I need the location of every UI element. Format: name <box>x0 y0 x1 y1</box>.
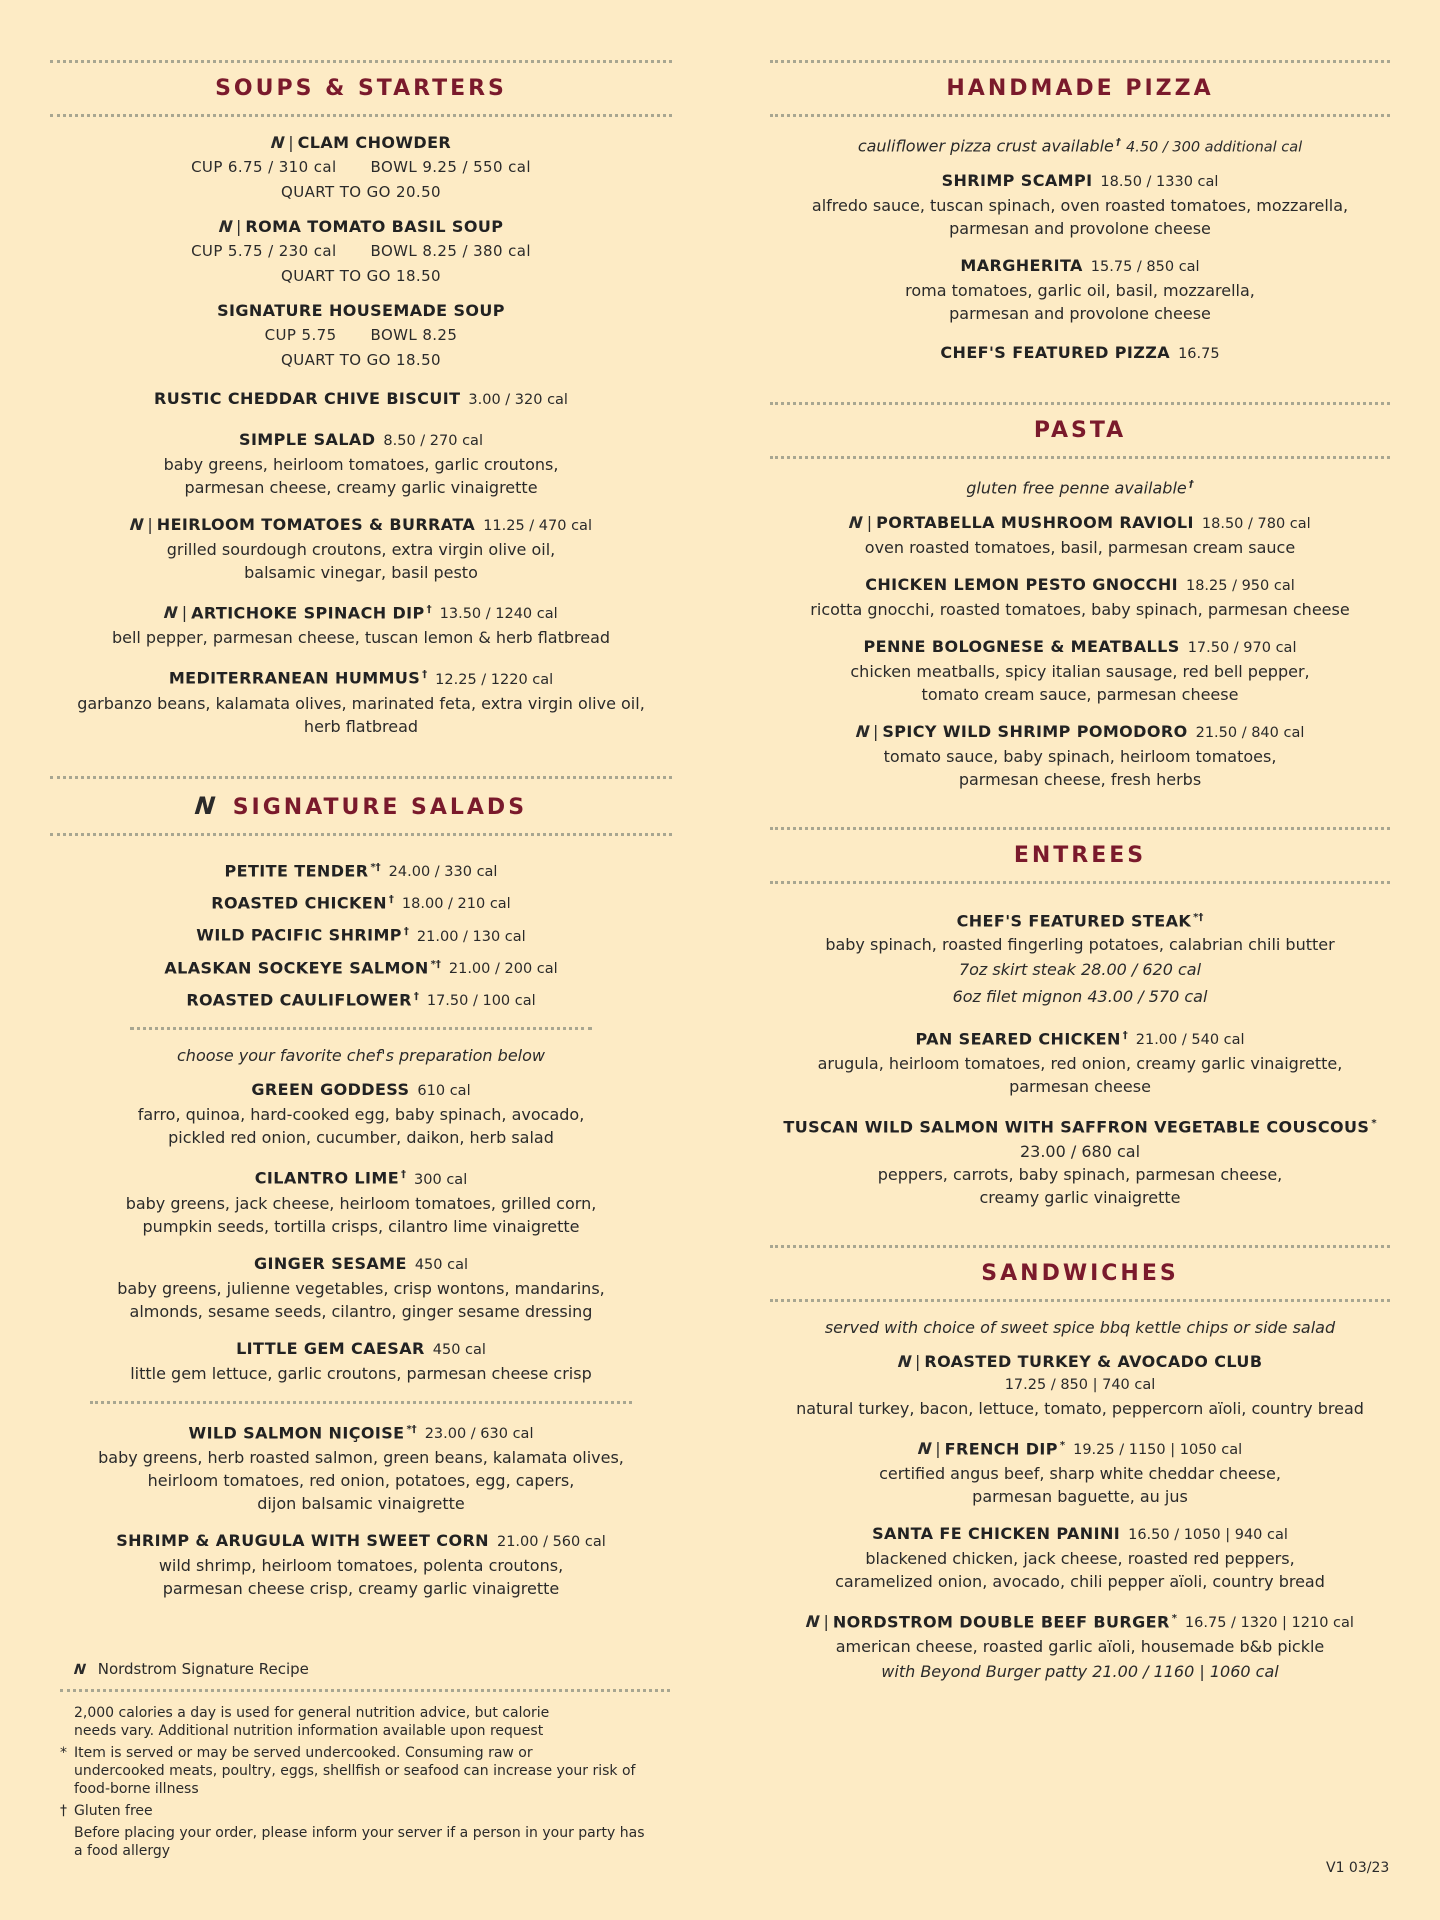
divider <box>770 881 1390 884</box>
signature-logo-icon: N <box>163 603 179 623</box>
footnotes: N Nordstrom Signature Recipe 2,000 calories a day is used for general nutrition advice, but calorie needs vary. Additional nutrition information available upon request * Item is served or may be served undercooked. Consuming raw or undercooked meats, poultry, eggs, shellfish or seafood can increase your risk of food-borne illness † Gluten free Before placing your order, please inform your server if a person in your party has a food allergy <box>60 1660 670 1860</box>
divider <box>50 60 672 63</box>
divider <box>50 776 672 779</box>
divider <box>90 1401 632 1404</box>
sandwich-french-dip: N | FRENCH DIP * 19.25 / 1150 | 1050 cal certified angus beef, sharp white cheddar cheese, parmesan baguette, au jus <box>879 1438 1281 1506</box>
signature-logo-icon: N <box>269 133 286 152</box>
pasta-gluten-note: gluten free penne available † <box>966 478 1194 498</box>
entree-pan-seared-chicken: PAN SEARED CHICKEN † 21.00 / 540 cal arugula, heirloom tomatoes, red onion, creamy garlic vinaigrette, parmesan cheese <box>817 1029 1343 1097</box>
menu-item-roma-tomato-soup: N | ROMA TOMATO BASIL SOUP CUP 5.75 / 230 cal BOWL 8.25 / 380 cal QUART TO GO 18.50 <box>191 217 531 285</box>
divider <box>770 60 1390 63</box>
pizza-shrimp-scampi: SHRIMP SCAMPI 18.50 / 1330 cal alfredo sauce, tuscan spinach, oven roasted tomatoes, mozzarella, parmesan and provolone cheese <box>811 171 1349 239</box>
divider <box>770 456 1390 459</box>
footnote-gluten-free: † Gluten free <box>60 1803 153 1819</box>
salad-cilantro-lime: CILANTRO LIME † 300 cal baby greens, jack cheese, heirloom tomatoes, grilled corn, pumpkin seeds, tortilla crisps, cilantro lime vinaigrette <box>125 1168 597 1236</box>
section-title-sandwiches: SANDWICHES <box>981 1260 1179 1286</box>
sandwich-santa-fe-panini: SANTA FE CHICKEN PANINI 16.50 / 1050 | 940 cal blackened chicken, jack cheese, roasted red peppers, caramelized onion, avocado, chili pepper aïoli, country bread <box>835 1523 1325 1591</box>
salad-prep-note: choose your favorite chef's preparation below <box>177 1046 545 1066</box>
divider <box>60 1689 670 1692</box>
left-column <box>50 0 672 1600</box>
signature-logo-icon: N <box>217 217 234 236</box>
signature-logo-icon: N <box>854 721 871 741</box>
menu-item-clam-chowder: N | CLAM CHOWDER CUP 6.75 / 310 cal BOWL 9.25 / 550 cal QUART TO GO 20.50 <box>191 133 531 201</box>
pizza-margherita: MARGHERITA 15.75 / 850 cal roma tomatoes, garlic oil, basil, mozzarella, parmesan and provolone cheese <box>905 256 1255 324</box>
menu-item-burrata: N | HEIRLOOM TOMATOES & BURRATA 11.25 / 470 cal grilled sourdough croutons, extra virgin olive oil, balsamic vinegar, basil pesto <box>129 515 592 582</box>
menu-item-biscuit: RUSTIC CHEDDAR CHIVE BISCUIT 3.00 / 320 cal <box>154 389 568 408</box>
footnote-calories: 2,000 calories a day is used for general nutrition advice, but calorie needs vary. Additional nutrition information available upon request <box>74 1705 550 1739</box>
divider <box>770 114 1390 117</box>
entree-featured-steak: CHEF'S FEATURED STEAK *† baby spinach, roasted fingerling potatoes, calabrian chili butter 7oz skirt steak 28.00 / 620 cal 6oz filet mignon 43.00 / 570 cal <box>825 910 1335 1006</box>
pasta-gnocchi: CHICKEN LEMON PESTO GNOCCHI 18.25 / 950 cal ricotta gnocchi, roasted tomatoes, baby spinach, parmesan cheese <box>810 574 1350 619</box>
divider <box>770 827 1390 830</box>
sandwich-double-beef-burger: N | NORDSTROM DOUBLE BEEF BURGER * 16.75 / 1320 | 1210 cal american cheese, roasted garlic aïoli, housemade b&b pickle with Beyond Burger patty 21.00 / 1160 | 1060 cal <box>805 1612 1354 1682</box>
section-title-pasta: PASTA <box>1033 418 1127 444</box>
menu-item-artichoke-dip: N | ARTICHOKE SPINACH DIP † 13.50 / 1240 cal bell pepper, parmesan cheese, tuscan lemon & herb flatbread <box>111 603 611 648</box>
entree-tuscan-salmon: TUSCAN WILD SALMON WITH SAFFRON VEGETABLE COUSCOUS * 23.00 / 680 cal peppers, carrots, baby spinach, parmesan cheese, creamy garlic vinaigrette <box>783 1117 1377 1207</box>
pasta-bolognese: PENNE BOLOGNESE & MEATBALLS 17.50 / 970 cal chicken meatballs, spicy italian sausage, red bell pepper, tomato cream sauce, parmesan cheese <box>850 636 1310 704</box>
salad-green-goddess: GREEN GODDESS 610 cal farro, quinoa, hard-cooked egg, baby spinach, avocado, pickled red onion, cucumber, daikon, herb salad <box>137 1080 585 1148</box>
signature-logo-icon: N <box>73 1662 87 1678</box>
sandwich-turkey-club: N | ROASTED TURKEY & AVOCADO CLUB 17.25 / 850 | 740 cal natural turkey, bacon, lettuce, tomato, peppercorn aïoli, country bread <box>796 1351 1364 1418</box>
right-column <box>770 0 1390 1685</box>
divider <box>770 1299 1390 1302</box>
salad-shrimp-arugula: SHRIMP & ARUGULA WITH SWEET CORN 21.00 / 560 cal wild shrimp, heirloom tomatoes, polenta croutons, parmesan cheese crisp, creamy garlic vinaigrette <box>116 1530 606 1598</box>
pasta-ravioli: N | PORTABELLA MUSHROOM RAVIOLI 18.50 / 780 cal oven roasted tomatoes, basil, parmesan cream sauce <box>848 512 1311 557</box>
divider <box>50 833 672 836</box>
salad-little-gem-caesar: LITTLE GEM CAESAR 450 cal little gem lettuce, garlic croutons, parmesan cheese crisp <box>130 1338 592 1383</box>
section-title-pizza: HANDMADE PIZZA <box>946 76 1214 101</box>
signature-logo-icon: N <box>848 512 864 532</box>
section-title-salads: N SIGNATURE SALADS <box>193 791 528 820</box>
signature-logo-icon: N <box>129 515 145 534</box>
menu-item-hummus: MEDITERRANEAN HUMMUS † 12.25 / 1220 cal garbanzo beans, kalamata olives, marinated feta, extra virgin olive oil, herb flatbread <box>77 668 645 736</box>
divider <box>770 1245 1390 1248</box>
pizza-chefs-featured: CHEF'S FEATURED PIZZA 16.75 <box>940 343 1220 363</box>
divider <box>130 1027 592 1030</box>
section-title-soups: SOUPS & STARTERS <box>215 76 507 101</box>
pasta-shrimp-pomodoro: N | SPICY WILD SHRIMP POMODORO 21.50 / 840 cal tomato sauce, baby spinach, heirloom tomatoes, parmesan cheese, fresh herbs <box>854 721 1305 789</box>
signature-logo-icon: N <box>896 1351 913 1371</box>
version-label: V1 03/23 <box>1326 1860 1390 1876</box>
signature-logo-icon: N <box>805 1612 821 1632</box>
sandwich-side-note: served with choice of sweet spice bbq kettle chips or side salad <box>824 1317 1336 1337</box>
footnote-undercooked: * Item is served or may be served undercooked. Consuming raw or undercooked meats, poultry, eggs, shellfish or seafood can increase your risk of food-borne illness <box>60 1745 636 1797</box>
signature-logo-icon: N <box>193 791 220 820</box>
salad-ginger-sesame: GINGER SESAME 450 cal baby greens, julienne vegetables, crisp wontons, mandarins, almonds, sesame seeds, cilantro, ginger sesame dressing <box>117 1253 605 1321</box>
divider <box>770 402 1390 405</box>
menu-item-simple-salad: SIMPLE SALAD 8.50 / 270 cal baby greens, heirloom tomatoes, garlic croutons, parmesan cheese, creamy garlic vinaigrette <box>163 430 559 497</box>
divider <box>50 114 672 117</box>
salad-nicoise: WILD SALMON NIÇOISE *† 23.00 / 630 cal baby greens, herb roasted salmon, green beans, kalamata olives, heirloom tomatoes, red onion, potatoes, egg, capers, dijon balsamic vinaigrette <box>98 1422 624 1513</box>
menu-item-housemade-soup: SIGNATURE HOUSEMADE SOUP CUP 5.75 BOWL 8.25 QUART TO GO 18.50 <box>217 301 505 369</box>
section-title-entrees: ENTREES <box>1013 842 1147 868</box>
footnote-allergy: Before placing your order, please inform your server if a person in your party has a food allergy <box>74 1825 645 1859</box>
salad-protein-list: PETITE TENDER *† 24.00 / 330 cal ROASTED CHICKEN † 18.00 / 210 cal WILD PACIFIC SHRIMP † 21.00 / 130 cal ALASKAN SOCKEYE SALMON *† 21.00 / 200 cal ROASTED CAULIFLOWER † 17.50 / 100 cal <box>164 860 558 1010</box>
pizza-crust-note: cauliflower pizza crust available † 4.50 / 300 additional cal <box>857 136 1303 156</box>
signature-logo-icon: N <box>916 1438 933 1458</box>
